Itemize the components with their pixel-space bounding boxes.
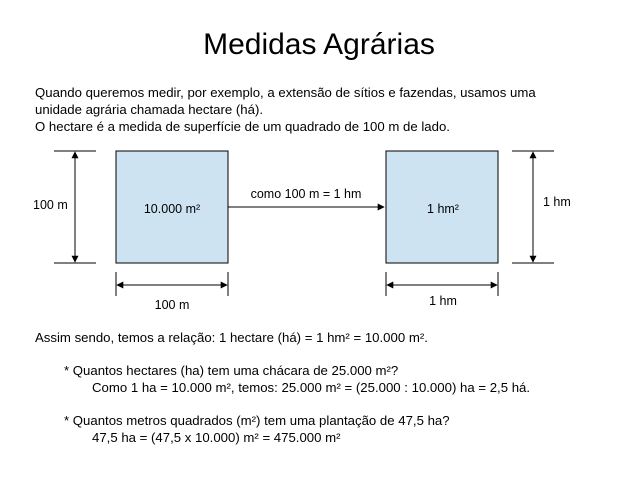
left-square-label: 10.000 m² bbox=[143, 202, 201, 216]
answer-2: 47,5 ha = (47,5 x 10.000) m² = 475.000 m² bbox=[92, 430, 341, 445]
page-title: Medidas Agrárias bbox=[203, 28, 435, 61]
answer-1: Como 1 ha = 10.000 m², temos: 25.000 m² = (25.000 : 10.000) ha = 2,5 há. bbox=[92, 380, 531, 395]
right-bottom-label: 1 hm bbox=[429, 294, 457, 308]
right-square-label: 1 hm² bbox=[427, 202, 459, 216]
relation-text: Assim sendo, temos a relação: 1 hectare (há) = 1 hm² = 10.000 m². bbox=[35, 330, 428, 345]
left-side-label: 100 m bbox=[33, 198, 68, 212]
question-1: * Quantos hectares (ha) tem uma chácara de 25.000 m²? bbox=[64, 363, 399, 378]
intro-line-2: unidade agrária chamada hectare (há). bbox=[35, 102, 263, 117]
arrow-label: como 100 m = 1 hm bbox=[250, 187, 362, 201]
question-2: * Quantos metros quadrados (m²) tem uma plantação de 47,5 ha? bbox=[64, 413, 450, 428]
left-bottom-label: 100 m bbox=[154, 298, 190, 312]
right-side-label: 1 hm bbox=[543, 195, 571, 209]
intro-line-3: O hectare é a medida de superfície de um quadrado de 100 m de lado. bbox=[35, 119, 450, 134]
intro-line-1: Quando queremos medir, por exemplo, a extensão de sítios e fazendas, usamos uma bbox=[35, 85, 536, 100]
